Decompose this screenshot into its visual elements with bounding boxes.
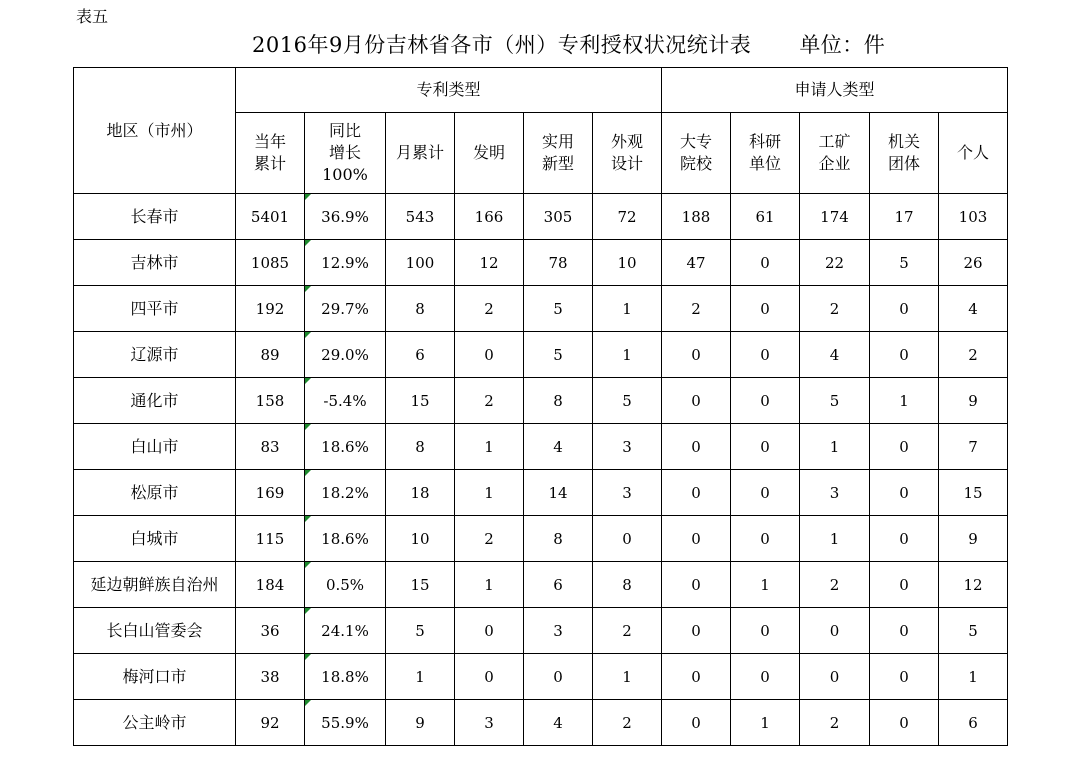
- cell-college: 0: [662, 608, 731, 654]
- cell-yoy-growth: 0.5%: [305, 562, 386, 608]
- cell-utility-model: 8: [524, 516, 593, 562]
- cell-monthly-total: 8: [386, 286, 455, 332]
- cell-research: 0: [731, 654, 800, 700]
- col-header-yoy-growth: 同比 增长 100%: [305, 113, 386, 194]
- cell-agency: 0: [870, 332, 939, 378]
- cell-individual: 6: [939, 700, 1008, 746]
- cell-college: 47: [662, 240, 731, 286]
- cell-enterprise: 5: [800, 378, 870, 424]
- unit-text: 单位：件: [799, 33, 886, 57]
- cell-enterprise: 3: [800, 470, 870, 516]
- cell-college: 0: [662, 562, 731, 608]
- col-header-agency: 机关 团体: [870, 113, 939, 194]
- cell-agency: 0: [870, 470, 939, 516]
- cell-enterprise: 1: [800, 424, 870, 470]
- cell-college: 0: [662, 378, 731, 424]
- cell-yoy-growth: 18.6%: [305, 516, 386, 562]
- cell-annual-total: 83: [236, 424, 305, 470]
- col-header-invention: 发明: [455, 113, 524, 194]
- cell-design: 1: [593, 332, 662, 378]
- table-row: [74, 332, 1008, 378]
- cell-utility-model: 4: [524, 700, 593, 746]
- cell-invention: 0: [455, 654, 524, 700]
- region-cell: 白城市: [74, 516, 236, 562]
- cell-agency: 0: [870, 608, 939, 654]
- cell-annual-total: 115: [236, 516, 305, 562]
- region-cell: 吉林市: [74, 240, 236, 286]
- cell-utility-model: 14: [524, 470, 593, 516]
- table-label: 表五: [76, 7, 109, 26]
- cell-utility-model: 5: [524, 286, 593, 332]
- table-row: [74, 194, 1008, 240]
- cell-utility-model: 3: [524, 608, 593, 654]
- cell-research: 0: [731, 470, 800, 516]
- table-row: [74, 286, 1008, 332]
- cell-research: 1: [731, 700, 800, 746]
- cell-yoy-growth: 24.1%: [305, 608, 386, 654]
- cell-individual: 9: [939, 378, 1008, 424]
- col-header-research: 科研 单位: [731, 113, 800, 194]
- patent-type-group-header: 专利类型: [236, 68, 662, 113]
- cell-monthly-total: 18: [386, 470, 455, 516]
- cell-annual-total: 38: [236, 654, 305, 700]
- cell-college: 0: [662, 470, 731, 516]
- cell-research: 0: [731, 608, 800, 654]
- title-text: 2016年9月份吉林省各市（州）专利授权状况统计表: [252, 33, 752, 57]
- cell-yoy-growth: 29.7%: [305, 286, 386, 332]
- cell-college: 2: [662, 286, 731, 332]
- region-cell: 长春市: [74, 194, 236, 240]
- cell-invention: 3: [455, 700, 524, 746]
- cell-invention: 0: [455, 332, 524, 378]
- cell-monthly-total: 6: [386, 332, 455, 378]
- col-header-design: 外观 设计: [593, 113, 662, 194]
- cell-agency: 0: [870, 700, 939, 746]
- table-row: [74, 516, 1008, 562]
- cell-design: 72: [593, 194, 662, 240]
- cell-utility-model: 5: [524, 332, 593, 378]
- cell-enterprise: 0: [800, 608, 870, 654]
- cell-monthly-total: 100: [386, 240, 455, 286]
- cell-monthly-total: 9: [386, 700, 455, 746]
- cell-invention: 1: [455, 470, 524, 516]
- region-cell: 四平市: [74, 286, 236, 332]
- cell-enterprise: 2: [800, 562, 870, 608]
- cell-individual: 12: [939, 562, 1008, 608]
- cell-design: 8: [593, 562, 662, 608]
- cell-enterprise: 0: [800, 654, 870, 700]
- cell-invention: 0: [455, 608, 524, 654]
- region-cell: 公主岭市: [74, 700, 236, 746]
- table-row: [74, 240, 1008, 286]
- cell-research: 0: [731, 286, 800, 332]
- region-cell: 通化市: [74, 378, 236, 424]
- col-header-monthly-total: 月累计: [386, 113, 455, 194]
- cell-invention: 1: [455, 424, 524, 470]
- cell-annual-total: 5401: [236, 194, 305, 240]
- cell-design: 10: [593, 240, 662, 286]
- cell-utility-model: 305: [524, 194, 593, 240]
- cell-individual: 15: [939, 470, 1008, 516]
- cell-enterprise: 22: [800, 240, 870, 286]
- cell-yoy-growth: -5.4%: [305, 378, 386, 424]
- cell-college: 0: [662, 424, 731, 470]
- cell-research: 0: [731, 332, 800, 378]
- cell-individual: 26: [939, 240, 1008, 286]
- cell-college: 0: [662, 332, 731, 378]
- table-row: [74, 470, 1008, 516]
- col-header-utility-model: 实用 新型: [524, 113, 593, 194]
- cell-annual-total: 36: [236, 608, 305, 654]
- cell-monthly-total: 543: [386, 194, 455, 240]
- cell-research: 61: [731, 194, 800, 240]
- cell-yoy-growth: 55.9%: [305, 700, 386, 746]
- cell-individual: 1: [939, 654, 1008, 700]
- cell-design: 2: [593, 608, 662, 654]
- cell-yoy-growth: 12.9%: [305, 240, 386, 286]
- cell-enterprise: 4: [800, 332, 870, 378]
- cell-individual: 4: [939, 286, 1008, 332]
- table-row: [74, 654, 1008, 700]
- region-cell: 辽源市: [74, 332, 236, 378]
- cell-research: 0: [731, 424, 800, 470]
- table-row: [74, 608, 1008, 654]
- cell-utility-model: 8: [524, 378, 593, 424]
- cell-agency: 0: [870, 562, 939, 608]
- cell-research: 1: [731, 562, 800, 608]
- cell-invention: 1: [455, 562, 524, 608]
- cell-college: 0: [662, 654, 731, 700]
- cell-yoy-growth: 29.0%: [305, 332, 386, 378]
- cell-design: 1: [593, 654, 662, 700]
- cell-enterprise: 2: [800, 286, 870, 332]
- patent-statistics-table: [73, 67, 1008, 746]
- cell-enterprise: 174: [800, 194, 870, 240]
- cell-monthly-total: 10: [386, 516, 455, 562]
- cell-enterprise: 2: [800, 700, 870, 746]
- cell-yoy-growth: 18.6%: [305, 424, 386, 470]
- cell-agency: 0: [870, 424, 939, 470]
- cell-annual-total: 192: [236, 286, 305, 332]
- cell-yoy-growth: 18.8%: [305, 654, 386, 700]
- region-header: 地区（市州）: [74, 68, 236, 194]
- cell-utility-model: 0: [524, 654, 593, 700]
- cell-research: 0: [731, 240, 800, 286]
- table-row: [74, 378, 1008, 424]
- cell-agency: 0: [870, 286, 939, 332]
- cell-annual-total: 92: [236, 700, 305, 746]
- col-header-enterprise: 工矿 企业: [800, 113, 870, 194]
- cell-agency: 1: [870, 378, 939, 424]
- table-row: [74, 700, 1008, 746]
- col-header-annual-total: 当年 累计: [236, 113, 305, 194]
- cell-agency: 17: [870, 194, 939, 240]
- cell-college: 0: [662, 700, 731, 746]
- applicant-type-group-header: 申请人类型: [662, 68, 1008, 113]
- cell-college: 188: [662, 194, 731, 240]
- table-row: [74, 562, 1008, 608]
- cell-annual-total: 169: [236, 470, 305, 516]
- cell-individual: 2: [939, 332, 1008, 378]
- cell-monthly-total: 8: [386, 424, 455, 470]
- cell-individual: 7: [939, 424, 1008, 470]
- cell-utility-model: 4: [524, 424, 593, 470]
- cell-invention: 2: [455, 286, 524, 332]
- cell-design: 3: [593, 470, 662, 516]
- cell-individual: 5: [939, 608, 1008, 654]
- cell-invention: 166: [455, 194, 524, 240]
- cell-design: 3: [593, 424, 662, 470]
- region-cell: 延边朝鲜族自治州: [74, 562, 236, 608]
- cell-utility-model: 78: [524, 240, 593, 286]
- cell-design: 0: [593, 516, 662, 562]
- region-cell: 梅河口市: [74, 654, 236, 700]
- cell-monthly-total: 15: [386, 378, 455, 424]
- cell-research: 0: [731, 516, 800, 562]
- col-header-individual: 个人: [939, 113, 1008, 194]
- cell-utility-model: 6: [524, 562, 593, 608]
- region-cell: 松原市: [74, 470, 236, 516]
- cell-college: 0: [662, 516, 731, 562]
- cell-enterprise: 1: [800, 516, 870, 562]
- cell-individual: 103: [939, 194, 1008, 240]
- cell-design: 1: [593, 286, 662, 332]
- region-cell: 长白山管委会: [74, 608, 236, 654]
- cell-agency: 5: [870, 240, 939, 286]
- cell-invention: 12: [455, 240, 524, 286]
- cell-agency: 0: [870, 516, 939, 562]
- cell-agency: 0: [870, 654, 939, 700]
- cell-research: 0: [731, 378, 800, 424]
- cell-annual-total: 158: [236, 378, 305, 424]
- cell-invention: 2: [455, 516, 524, 562]
- cell-annual-total: 89: [236, 332, 305, 378]
- cell-design: 5: [593, 378, 662, 424]
- cell-design: 2: [593, 700, 662, 746]
- cell-monthly-total: 5: [386, 608, 455, 654]
- cell-annual-total: 184: [236, 562, 305, 608]
- cell-individual: 9: [939, 516, 1008, 562]
- cell-annual-total: 1085: [236, 240, 305, 286]
- cell-monthly-total: 1: [386, 654, 455, 700]
- cell-monthly-total: 15: [386, 562, 455, 608]
- region-cell: 白山市: [74, 424, 236, 470]
- document-title: [252, 29, 885, 59]
- cell-yoy-growth: 36.9%: [305, 194, 386, 240]
- cell-invention: 2: [455, 378, 524, 424]
- cell-yoy-growth: 18.2%: [305, 470, 386, 516]
- table-row: [74, 424, 1008, 470]
- col-header-college: 大专 院校: [662, 113, 731, 194]
